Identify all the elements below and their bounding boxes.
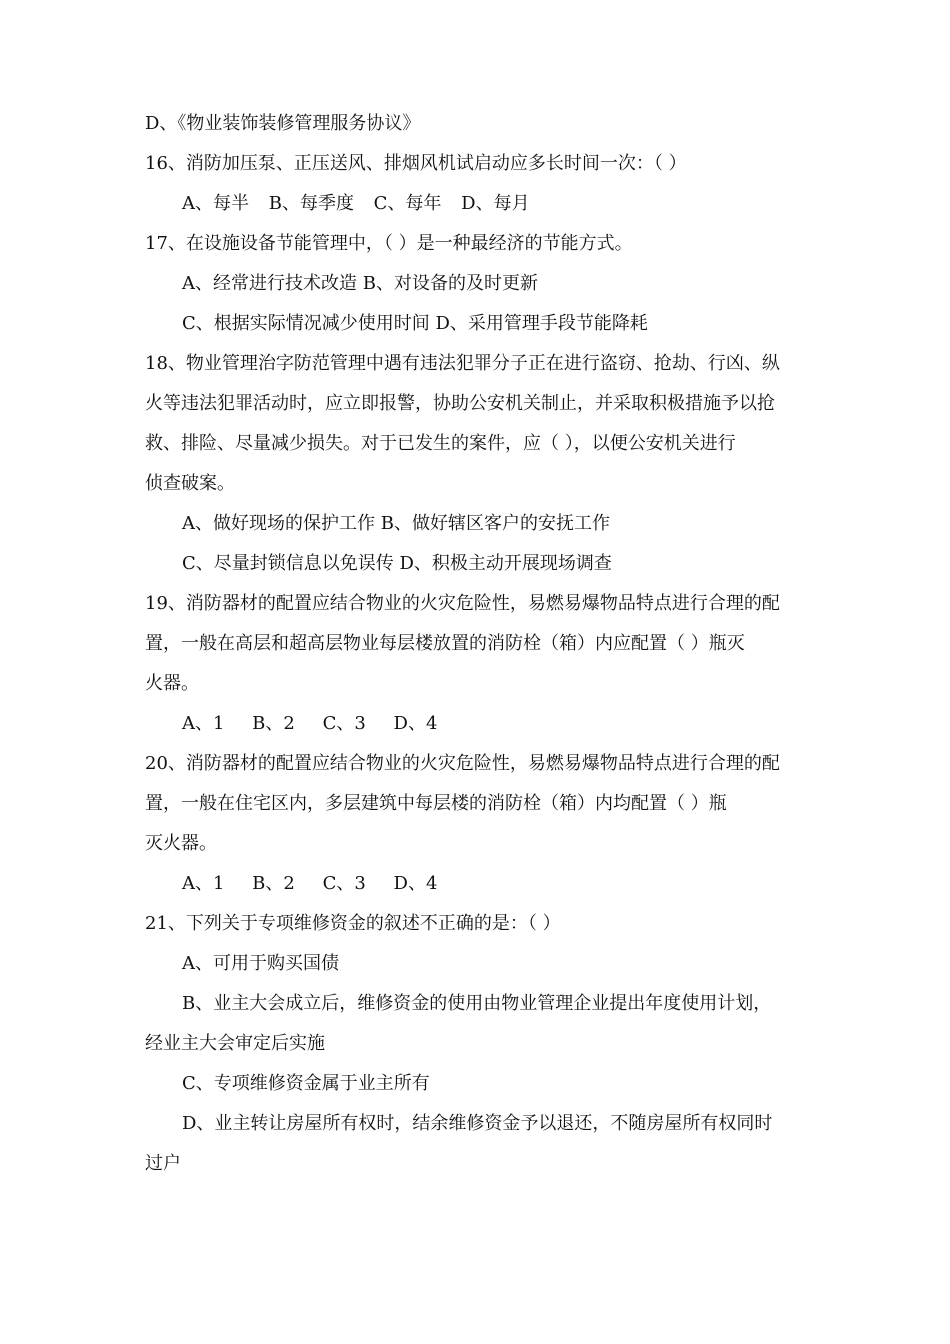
- option-21-a: A、可用于购买国债: [182, 953, 339, 974]
- question-19-line-3: 火器。: [145, 673, 199, 694]
- options-18-ab: A、做好现场的保护工作 B、做好辖区客户的安抚工作: [182, 513, 610, 534]
- question-21: 21、下列关于专项维修资金的叙述不正确的是：（ ）: [145, 913, 561, 934]
- option-d-15: D、《物业装饰装修管理服务协议》: [145, 113, 421, 134]
- question-17: 17、在设施设备节能管理中，（ ）是一种最经济的节能方式。: [145, 233, 633, 254]
- options-16: A、每半 B、每季度 C、每年 D、每月: [182, 193, 530, 214]
- option-21-d-line-1: D、业主转让房屋所有权时，结余维修资金予以退还，不随房屋所有权同时: [182, 1113, 773, 1134]
- question-20-line-3: 灭火器。: [145, 833, 217, 854]
- question-16: 16、消防加压泵、正压送风、排烟风机试启动应多长时间一次：（ ）: [145, 153, 687, 174]
- question-19-line-2: 置，一般在高层和超高层物业每层楼放置的消防栓（箱）内应配置（ ）瓶灭: [145, 633, 745, 654]
- option-21-b-line-2: 经业主大会审定后实施: [145, 1033, 325, 1054]
- question-19-line-1: 19、消防器材的配置应结合物业的火灾危险性，易燃易爆物品特点进行合理的配: [145, 593, 780, 614]
- options-17-ab: A、经常进行技术改造 B、对设备的及时更新: [182, 273, 538, 294]
- options-19: A、1 B、2 C、3 D、4: [182, 713, 438, 734]
- question-18-line-2: 火等违法犯罪活动时，应立即报警，协助公安机关制止，并采取积极措施予以抢: [145, 393, 775, 414]
- question-18-line-1: 18、物业管理治字防范管理中遇有违法犯罪分子正在进行盗窃、抢劫、行凶、纵: [145, 353, 780, 374]
- options-20: A、1 B、2 C、3 D、4: [182, 873, 438, 894]
- option-21-c: C、专项维修资金属于业主所有: [182, 1073, 430, 1094]
- options-17-cd: C、根据实际情况减少使用时间 D、采用管理手段节能降耗: [182, 313, 648, 334]
- question-18-line-4: 侦查破案。: [145, 473, 235, 494]
- options-18-cd: C、尽量封锁信息以免误传 D、积极主动开展现场调查: [182, 553, 612, 574]
- option-21-d-line-2: 过户: [145, 1153, 181, 1174]
- option-21-b-line-1: B、业主大会成立后，维修资金的使用由物业管理企业提出年度使用计划，: [182, 993, 772, 1014]
- question-18-line-3: 救、排险、尽量减少损失。对于已发生的案件，应（ ），以便公安机关进行: [145, 433, 736, 454]
- question-20-line-2: 置，一般在住宅区内，多层建筑中每层楼的消防栓（箱）内均配置（ ）瓶: [145, 793, 727, 814]
- question-20-line-1: 20、消防器材的配置应结合物业的火灾危险性，易燃易爆物品特点进行合理的配: [145, 753, 780, 774]
